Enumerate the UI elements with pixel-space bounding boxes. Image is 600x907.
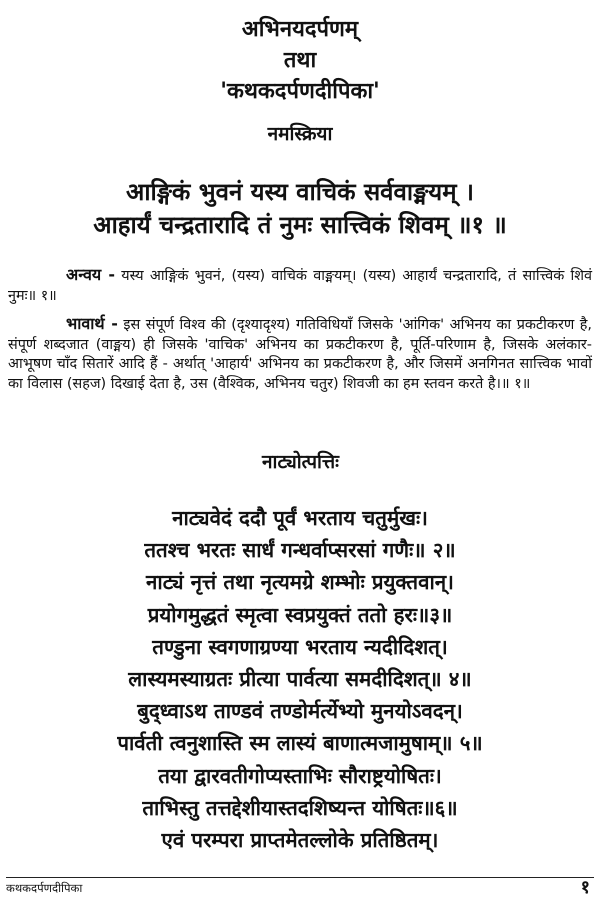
section-heading-natyotpatti: नाट्योत्पत्तिः (262, 451, 339, 473)
anvaya-text: यस्य आङ्गिकं भुवनं, (यस्य) वाचिकं वाङ्मयम्। (यस्य) आहार्यं चन्द्रतारादि, तं सात्त्विकं शिवं नुमः॥ १॥ (8, 268, 592, 304)
title-conjunction: तथा (283, 48, 317, 73)
verse-line: आहार्यं चन्द्रतारादि तं नुमः सात्त्विकं शिवम् ॥१ ॥ (93, 211, 507, 239)
title-block (0, 14, 600, 107)
footer-book-name: कथकदर्पणदीपिका (6, 881, 83, 895)
verse-line: बुद्ध्वाऽथ ताण्डवं तण्डोर्मर्त्येभ्यो मुनयोऽवदन्। (137, 699, 463, 724)
verse-line: आङ्गिकं भुवनं यस्य वाचिकं सर्ववाङ्मयम् । (126, 178, 474, 206)
bhavartha-label: भावार्थ - (66, 314, 118, 333)
verse-line: प्रयोगमुद्धतं स्मृत्वा स्वप्रयुक्तं ततो हरः॥३॥ (147, 602, 453, 627)
verse-line: एवं परम्परा प्राप्तमेतल्लोके प्रतिष्ठितम्। (161, 827, 439, 852)
verse-line: लास्यमस्याग्रतः प्रीत्या पार्वत्या समदीदिशत्॥ ४॥ (128, 666, 472, 691)
origin-verses (0, 502, 600, 856)
verse-line: ततश्च भरतः सार्धं गन्धर्वाप्सरसां गणैः॥ २॥ (144, 538, 456, 563)
verse-line: ताभिस्तु तत्तद्देशीयास्तदशिष्यन्त योषितः॥६॥ (142, 795, 458, 820)
invocation-verse (0, 176, 600, 242)
verse-line: तया द्वारवतीगोप्यस्ताभिः सौराष्ट्रयोषितः। (158, 763, 442, 788)
verse-line: तण्डुना स्वगणाग्रण्या भरताय न्यदीदिशत्। (152, 634, 448, 659)
anvaya-label: अन्वय - (66, 265, 116, 284)
verse-line: नाट्यं नृत्तं तथा नृत्यमग्रे शम्भोः प्रयुक्तवान्। (146, 570, 454, 595)
bhavartha-text: इस संपूर्ण विश्व की (दृश्यादृश्य) गतिविधियाँ जिसके 'आंगिक' अभिनय का प्रकटीकरण है, संपूर्ण शब्दजात (वाङ्मय) ही जिसके 'वाचिक' अभिनय का प्रकटीकरण है, पूर्ति-परिणाम है, जिसके अलंकार-आभूषण चाँद सितारें आदि हैं - अर्थात् 'आहार्य' अभिनय का प्रकटीकरण है, और जिसमें अनगिनत सात्त्विक भावों का विलास (सहज) दिखाई देता है, उस (वैश्विक, अभिनय चतुर) शिवजी का हम स्तवन करते है।॥ १॥ (8, 317, 593, 392)
page-number: १ (580, 877, 590, 898)
section-heading-namaskriya: नमस्क्रिया (267, 123, 333, 145)
anvaya-paragraph (8, 265, 592, 306)
verse-line: पार्वती त्वनुशास्ति स्म लास्यं बाणात्मजामुषाम्॥ ५॥ (117, 731, 483, 756)
bhavartha-paragraph (8, 314, 592, 394)
book-title: अभिनयदर्पणम् (241, 17, 359, 42)
commentary-title: 'कथकदर्पणदीपिका' (220, 79, 380, 104)
footer-divider (6, 877, 594, 878)
verse-line: नाट्यवेदं ददौ पूर्वं भरताय चतुर्मुखः। (172, 506, 428, 530)
